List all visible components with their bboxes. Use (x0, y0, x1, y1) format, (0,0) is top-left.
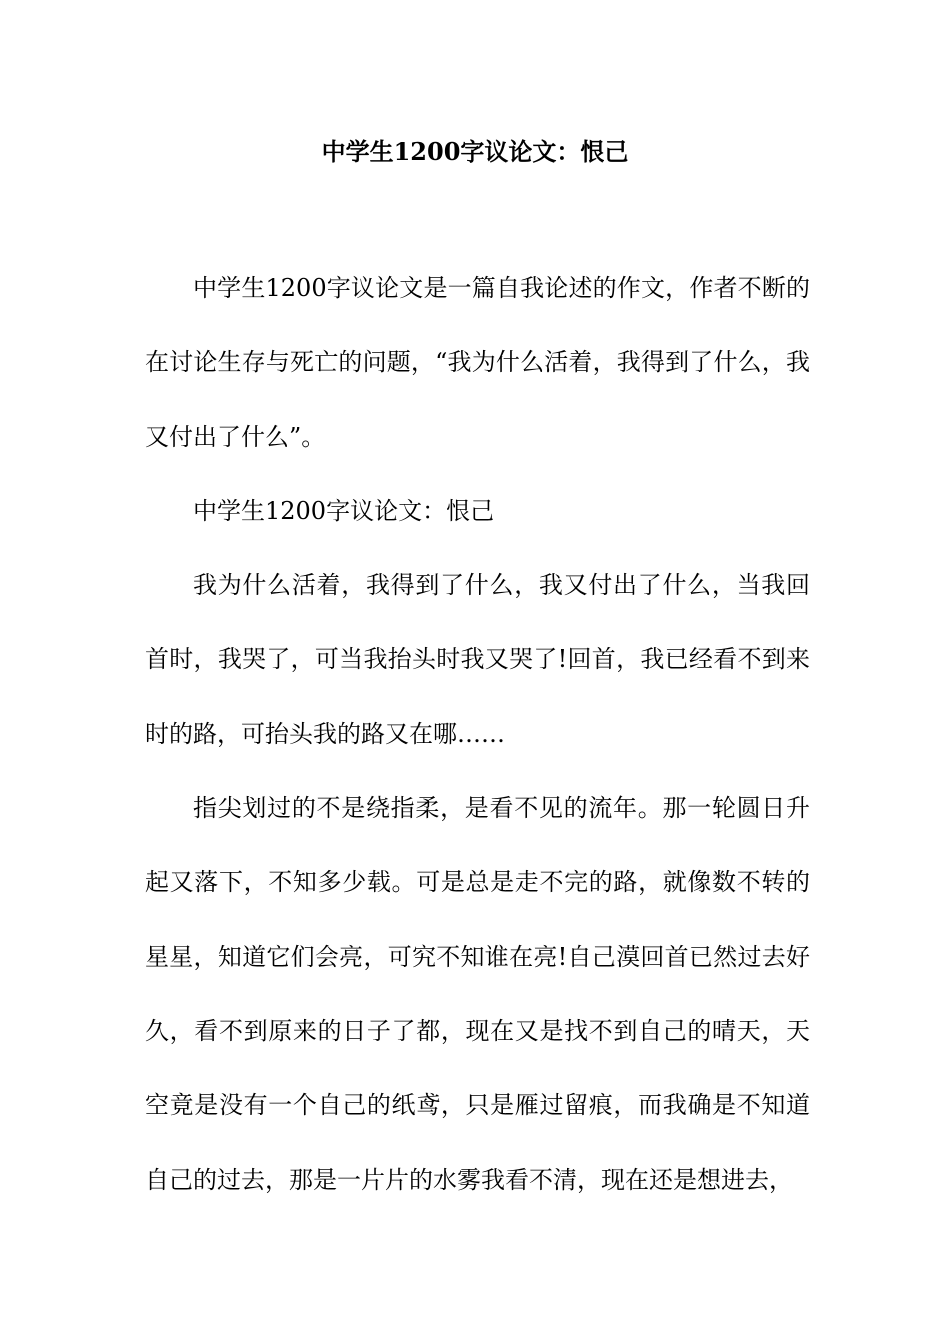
document-body (145, 251, 810, 1217)
paragraph-subtitle: 中学生1200字议论文：恨己 (193, 496, 495, 525)
paragraph-intro: 中学生1200字议论文是一篇自我论述的作文，作者不断的在讨论生存与死亡的问题，“我为什么活着，我得到了什么，我又付出了什么”。 (145, 274, 810, 451)
paragraph-1: 我为什么活着，我得到了什么，我又付出了什么，当我回首时，我哭了，可当我抬头时我又哭了!回首，我已经看不到来时的路，可抬头我的路又在哪…… (145, 571, 810, 748)
paragraph-2: 指尖划过的不是绕指柔，是看不见的流年。那一轮圆日升起又落下，不知多少载。可是总是走不完的路，就像数不转的星星，知道它们会亮，可究不知谁在亮!自己漠回首已然过去好久，看不到原来的日子了都，现在又是找不到自己的晴天，天空竟是没有一个自己的纸鸢，只是雁过留痕，而我确是不知道自己的过去，那是一片片的水雾我看不清，现在还是想进去， (145, 794, 810, 1194)
document-title: 中学生1200字议论文：恨己 (321, 137, 629, 166)
